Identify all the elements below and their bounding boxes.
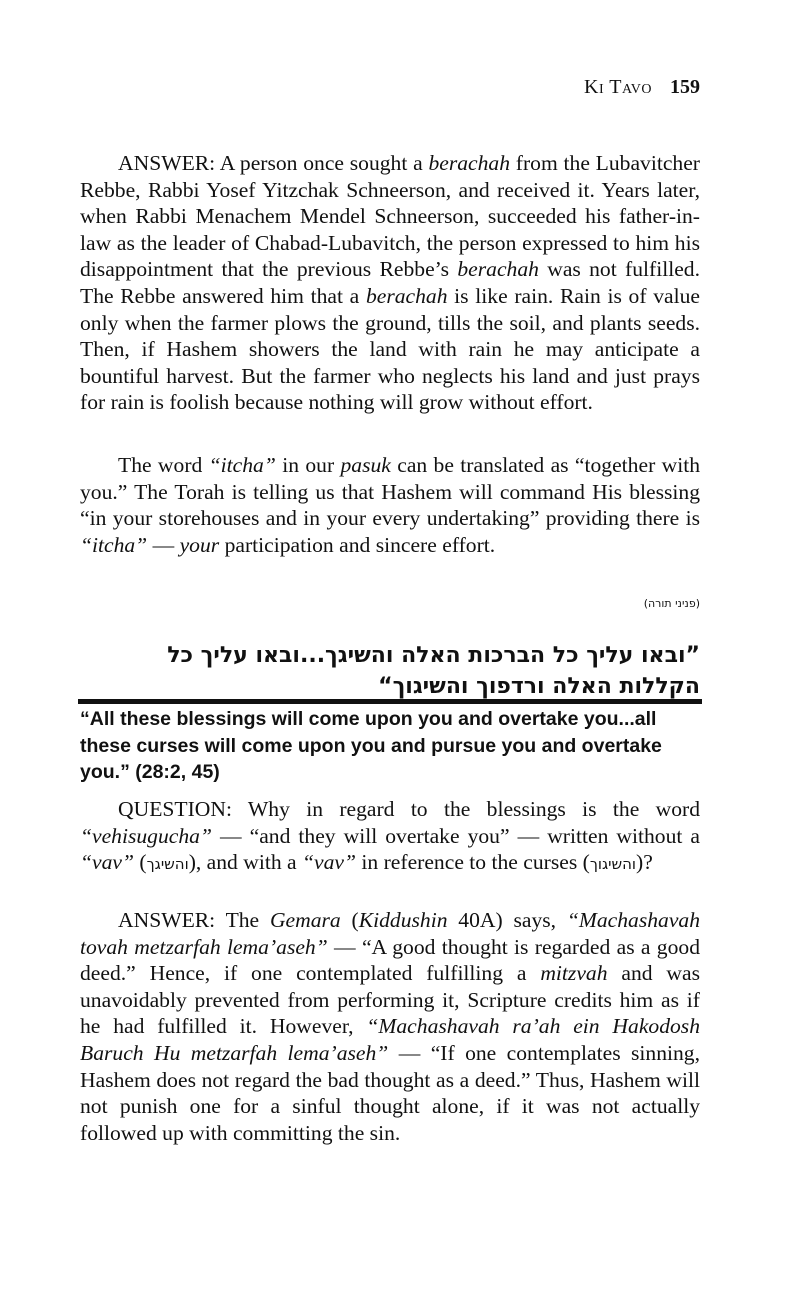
running-header bbox=[584, 76, 700, 99]
text-run: pasuk bbox=[340, 453, 391, 477]
text-run: can be translated as “together with you.” The Torah is telling us that Hashem will command His blessing “in your storehouses and in your every undertaking” providing there is bbox=[80, 453, 700, 531]
english-verse-heading: “All these blessings will come upon you and overtake you...all these curses will come upon you and pursue you and overtake you.” (28:2, 45) bbox=[80, 708, 662, 783]
answer-paragraph-1 bbox=[80, 150, 700, 416]
text-run: ), and with a bbox=[188, 850, 303, 875]
text-run: “itcha” bbox=[208, 453, 276, 477]
answer-paragraph-2 bbox=[80, 907, 700, 1146]
text-run: and was unavoidably prevented from performing it, Scripture credits him as if he had fulfilled it. However, bbox=[80, 961, 700, 1039]
text-run: 40A) says, bbox=[447, 908, 567, 932]
section-divider bbox=[78, 699, 702, 704]
text-run: “itcha” bbox=[80, 532, 148, 557]
text-run: ( bbox=[133, 850, 147, 875]
itcha-paragraph bbox=[80, 452, 700, 558]
text-run: — “If one contemplates sinning, Hashem does not regard the bad thought as a deed.” Thus, Hashem will not punish one for a sinful thought alone, if it was not actually followed up with committing the sin. bbox=[80, 1040, 700, 1145]
text-run: ANSWER: The bbox=[118, 908, 270, 932]
hebrew-verse-heading: ”ובאו עליך כל הברכות האלה והשיגך...ובאו עליך כל הקללות האלה ורדפוך והשיגוך“ bbox=[167, 643, 700, 699]
text-run: “vav” bbox=[80, 850, 134, 875]
text-run: ANSWER: A person once sought a bbox=[118, 151, 429, 175]
text-run: berachah bbox=[457, 257, 539, 282]
paragraph-text bbox=[80, 796, 700, 878]
text-run: “Machashavah ra’ah ein Hakodosh Baruch Hu metzarfah lema’aseh” bbox=[80, 1014, 700, 1065]
text-run: The word bbox=[118, 453, 209, 477]
text-run: berachah bbox=[428, 151, 511, 175]
paragraph-text bbox=[80, 907, 700, 1146]
text-run: your bbox=[179, 532, 220, 557]
text-run: mitzvah bbox=[540, 961, 608, 986]
text-run: was not fulfilled. The Rebbe answered him that a bbox=[80, 257, 700, 308]
text-run: “vehisugucha” bbox=[80, 823, 212, 848]
text-run: Gemara bbox=[269, 908, 341, 932]
text-run: Kiddushin bbox=[358, 908, 448, 932]
page-number: 159 bbox=[670, 76, 700, 98]
chapter-title: Ki Tavo bbox=[584, 76, 652, 98]
text-run: in our bbox=[275, 453, 341, 477]
hebrew-word: והשיגך bbox=[146, 855, 189, 874]
text-run: “vav” bbox=[302, 850, 357, 875]
text-run: QUESTION: Why in regard to the blessings is the word bbox=[118, 797, 700, 821]
text-run: — “and they will overtake you” — written without a bbox=[211, 823, 700, 848]
text-run: berachah bbox=[365, 283, 448, 308]
text-run: from the Lubavitcher Rebbe, Rabbi Yosef Yitzchak Schneerson, and received it. Years later, when Rabbi Menachem Mendel Schneerson, succeeded his father-in-law as the leader of Chabad-Lubavitch, the person expressed to him his disappointment that the previous Rebbe’s bbox=[80, 151, 700, 282]
text-run: )? bbox=[636, 850, 653, 875]
paragraph-text bbox=[80, 452, 700, 558]
text-run: ( bbox=[340, 908, 359, 932]
text-run: participation and sincere effort. bbox=[219, 532, 496, 557]
text-run: — bbox=[147, 532, 180, 557]
text-run: is like rain. Rain is of value only when the farmer plows the ground, tills the soil, and plants seeds. Then, if Hashem showers the land with rain he may anticipate a bountiful harvest. But the farmer who neglects his land and just prays for rain is foolish because nothing will grow without effort. bbox=[80, 283, 700, 415]
text-run: — “A good thought is regarded as a good deed.” Hence, if one contemplated fulfilling a bbox=[80, 934, 700, 986]
paragraph-text bbox=[80, 150, 700, 416]
hebrew-word: והשיגוך bbox=[589, 855, 637, 874]
text-run: in reference to the curses ( bbox=[356, 850, 590, 875]
source-citation: (פניני תורה) bbox=[643, 597, 700, 610]
text-run: “Machashavah tovah metzarfah lema’aseh” bbox=[80, 908, 700, 959]
question-paragraph bbox=[80, 796, 700, 878]
